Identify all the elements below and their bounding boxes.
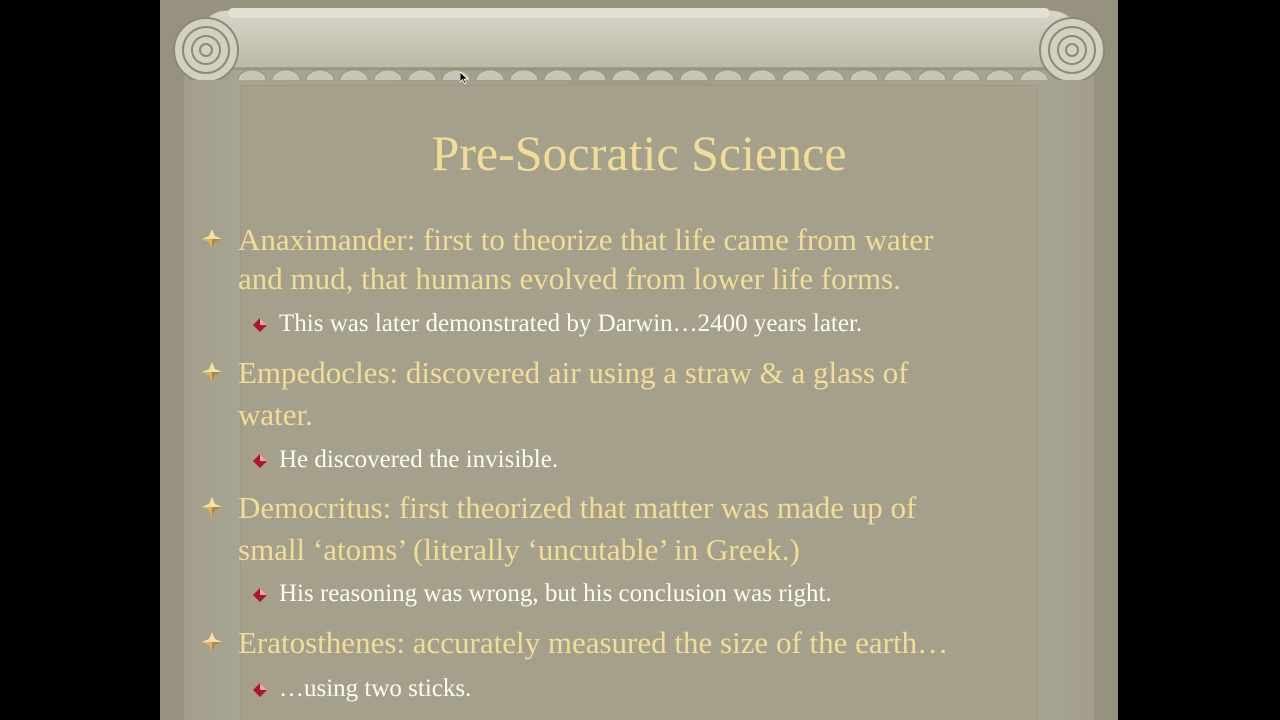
diamond-star-icon <box>202 362 222 382</box>
bullet-line: and mud, that humans evolved from lower life forms. <box>238 261 901 296</box>
bullet-line: Anaximander: first to theorize that life came from water <box>238 222 934 257</box>
sub-bullet-line: This was later demonstrated by Darwin…2400 years later. <box>279 310 863 337</box>
sub-bullet-line: He discovered the invisible. <box>279 446 559 473</box>
red-diamond-icon <box>252 682 268 698</box>
sub-bullet-line: …using two sticks. <box>279 675 472 702</box>
bullet-line: Eratosthenes: accurately measured the size of the earth… <box>238 625 949 660</box>
diamond-star-icon <box>202 229 222 249</box>
bullet-line: small ‘atoms’ (literally ‘uncutable’ in Greek.) <box>238 532 800 567</box>
slide <box>160 0 1118 720</box>
mouse-pointer-icon <box>460 72 468 84</box>
bullet-list <box>160 0 1118 720</box>
bullet-line: water. <box>238 397 313 432</box>
red-diamond-icon <box>252 453 268 469</box>
red-diamond-icon <box>252 317 268 333</box>
sub-bullet-line: His reasoning was wrong, but his conclusion was right. <box>279 580 832 607</box>
diamond-star-icon <box>202 632 222 652</box>
diamond-star-icon <box>202 497 222 517</box>
red-diamond-icon <box>252 587 268 603</box>
bullet-line: Empedocles: discovered air using a straw & a glass of <box>238 355 909 390</box>
bullet-line: Democritus: first theorized that matter was made up of <box>238 490 917 525</box>
slide-title: Pre-Socratic Science <box>431 125 847 181</box>
